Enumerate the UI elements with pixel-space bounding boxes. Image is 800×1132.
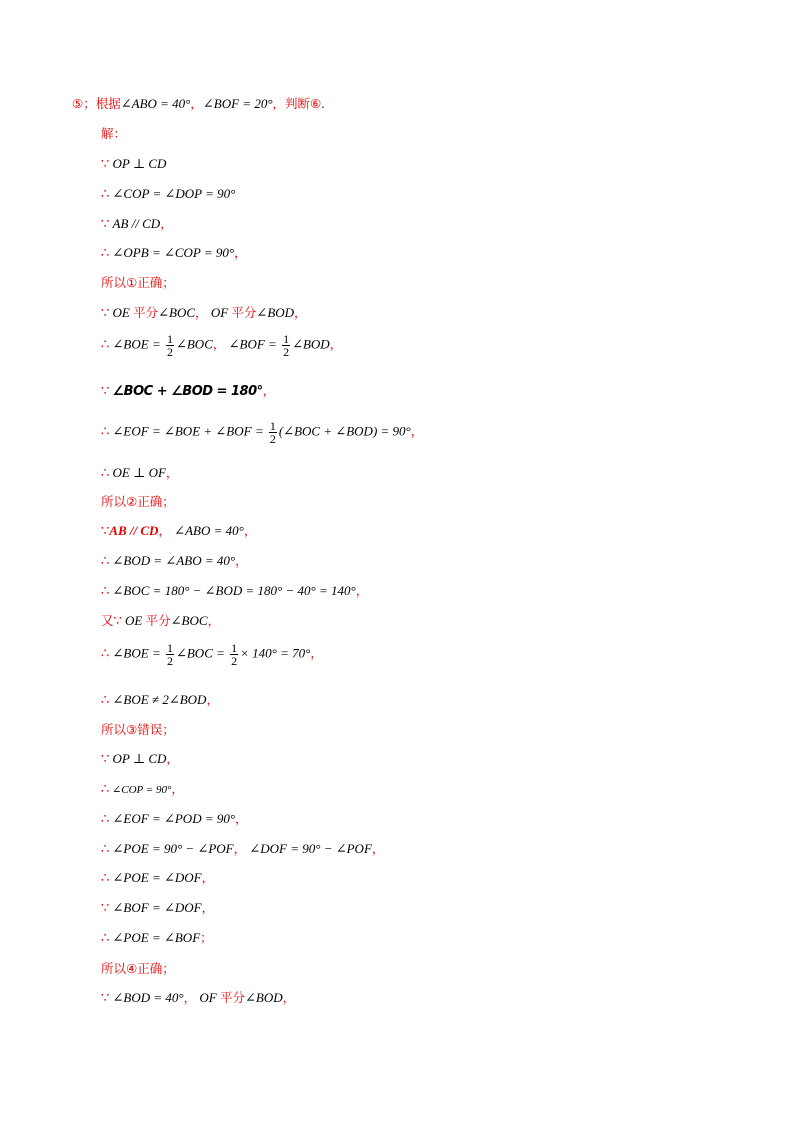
math: OP ⊥ CD bbox=[112, 751, 167, 766]
math: ∠ABO = 40° bbox=[174, 523, 244, 538]
conclusion: 所以①正确； bbox=[101, 275, 175, 290]
fraction: $\frac{1}{2}$ bbox=[166, 641, 173, 668]
period: . bbox=[321, 96, 325, 111]
problem-line bbox=[72, 96, 325, 112]
comma: ， bbox=[183, 990, 197, 1005]
conclusion: 所以④正确； bbox=[101, 961, 175, 976]
math: ∠BOD bbox=[292, 336, 330, 352]
fraction: $\frac{1}{2}$ bbox=[231, 641, 238, 668]
math: ∠BOD = 40° bbox=[112, 990, 184, 1005]
therefore-symbol: ∴ bbox=[101, 554, 110, 569]
math: ∠POE = ∠BOF bbox=[112, 930, 201, 945]
comma: ， bbox=[329, 336, 343, 352]
comma: ， bbox=[206, 692, 219, 707]
math: ∠BOE ≠ 2∠BOD bbox=[112, 692, 207, 707]
math: ∠BOC = bbox=[175, 645, 225, 661]
step-line bbox=[101, 523, 256, 540]
semicolon: ； bbox=[200, 930, 213, 945]
step-line bbox=[101, 613, 220, 630]
step-line bbox=[101, 245, 247, 262]
step-line bbox=[101, 841, 384, 858]
fraction: $\frac{1}{2}$ bbox=[283, 332, 290, 359]
comma: ， bbox=[160, 216, 173, 231]
math: ∠BOD = ∠ABO = 40° bbox=[112, 553, 236, 568]
step-line bbox=[101, 383, 275, 400]
math: ∠EOF = ∠POD = 90° bbox=[112, 811, 236, 826]
step-line bbox=[101, 583, 368, 600]
math: ∠BOF = ∠DOF bbox=[112, 900, 202, 915]
math: ∠BOF = bbox=[228, 336, 277, 352]
comma: ， bbox=[410, 423, 424, 439]
because-symbol: ∵ bbox=[101, 384, 110, 399]
step-line bbox=[101, 900, 214, 917]
text: 平分 bbox=[133, 305, 159, 320]
because-symbol: ∵ bbox=[101, 217, 110, 232]
comma: ， bbox=[282, 990, 296, 1005]
text: 又 bbox=[101, 613, 114, 628]
comma: ， bbox=[201, 870, 215, 885]
step-line bbox=[101, 692, 219, 709]
step-line bbox=[101, 156, 166, 173]
comma: ， bbox=[171, 781, 184, 796]
therefore-symbol: ∴ bbox=[101, 782, 110, 797]
comma: ， bbox=[355, 583, 369, 598]
solution-label: 解： bbox=[101, 126, 127, 141]
math: ∠DOF = 90° − ∠POF bbox=[249, 841, 372, 856]
math: OE bbox=[112, 305, 130, 320]
therefore-symbol: ∴ bbox=[101, 931, 110, 946]
comma: ， bbox=[243, 523, 257, 538]
step-line bbox=[101, 781, 184, 798]
math: ∠COP = 90° bbox=[112, 784, 172, 796]
comma: ， bbox=[233, 841, 247, 856]
step-line bbox=[101, 420, 423, 445]
therefore-symbol: ∴ bbox=[101, 871, 110, 886]
math: ∠COP = ∠DOP = 90° bbox=[112, 186, 236, 201]
comma: ， bbox=[235, 553, 248, 568]
because-symbol: ∵ bbox=[113, 614, 122, 629]
comma: ， bbox=[235, 811, 248, 826]
comma: ， bbox=[234, 245, 247, 260]
math: OE bbox=[125, 613, 143, 628]
comma: ， bbox=[212, 336, 226, 352]
math: ∠BOF = 20° bbox=[202, 96, 273, 111]
step-line bbox=[101, 553, 248, 570]
step-line bbox=[101, 930, 213, 947]
step-line bbox=[101, 465, 178, 482]
math: ∠EOF = ∠BOE + ∠BOF = bbox=[112, 423, 264, 439]
text: 平分 bbox=[219, 990, 245, 1005]
item-number: ⑤ bbox=[72, 96, 84, 111]
step-line bbox=[101, 305, 307, 322]
math: OF bbox=[210, 305, 229, 320]
text: 平分 bbox=[145, 613, 171, 628]
step-line bbox=[101, 811, 248, 828]
math: AB // CD bbox=[112, 216, 161, 231]
comma: ， bbox=[165, 465, 179, 480]
therefore-symbol: ∴ bbox=[101, 584, 110, 599]
therefore-symbol: ∴ bbox=[101, 246, 110, 261]
step-line bbox=[101, 870, 214, 887]
math: ∠BOD bbox=[256, 305, 295, 320]
math: OF bbox=[199, 990, 217, 1005]
math: OP ⊥ CD bbox=[112, 156, 167, 171]
step-line bbox=[101, 751, 179, 768]
math: ∠BOC bbox=[158, 305, 196, 320]
comma: ， bbox=[294, 305, 307, 320]
math: (∠BOC + ∠BOD) = 90° bbox=[278, 423, 411, 439]
step-line bbox=[101, 333, 342, 358]
conclusion: 所以③错误； bbox=[101, 722, 175, 737]
step-line bbox=[101, 186, 235, 203]
therefore-symbol: ∴ bbox=[101, 337, 110, 353]
text: ， bbox=[190, 96, 203, 111]
comma: ， bbox=[195, 305, 208, 320]
comma: ， bbox=[262, 383, 276, 398]
math: ∠ABO = 40° bbox=[120, 96, 191, 111]
text: ；根据 bbox=[83, 96, 121, 111]
because-symbol: ∵ bbox=[101, 901, 110, 916]
therefore-symbol: ∴ bbox=[101, 646, 110, 662]
comma: ， bbox=[166, 751, 179, 766]
math: ∠BOC = 180° − ∠BOD = 180° − 40° = 140° bbox=[112, 583, 356, 598]
fraction: $\frac{1}{2}$ bbox=[166, 332, 173, 359]
because-symbol: ∵ bbox=[101, 306, 110, 321]
because-symbol: ∵ bbox=[101, 752, 110, 767]
math: ∠POE = ∠DOF bbox=[112, 870, 202, 885]
math: ∠BOD bbox=[245, 990, 283, 1005]
comma: ， bbox=[207, 613, 221, 628]
because-symbol: ∵ bbox=[101, 524, 110, 539]
text: ，判断⑥ bbox=[272, 96, 322, 111]
comma: ， bbox=[310, 645, 323, 661]
math: ∠BOE = bbox=[112, 336, 161, 352]
math: AB // CD bbox=[109, 523, 159, 538]
math: × 140° = 70° bbox=[240, 645, 311, 661]
step-line bbox=[101, 642, 323, 667]
therefore-symbol: ∴ bbox=[101, 187, 110, 202]
because-symbol: ∵ bbox=[101, 991, 110, 1006]
comma: ， bbox=[371, 841, 385, 856]
fraction: $\frac{1}{2}$ bbox=[269, 419, 276, 446]
math: OE ⊥ OF bbox=[112, 465, 166, 480]
math: ∠BOC bbox=[170, 613, 208, 628]
comma: ， bbox=[158, 523, 171, 538]
because-symbol: ∵ bbox=[101, 157, 110, 172]
step-line bbox=[101, 990, 295, 1007]
conclusion: 所以②正确； bbox=[101, 494, 175, 509]
text: 平分 bbox=[231, 305, 257, 320]
therefore-symbol: ∴ bbox=[101, 466, 110, 481]
math: ∠BOC + ∠BOD = 180° bbox=[112, 384, 263, 399]
step-line bbox=[101, 216, 173, 233]
math: ∠BOE = bbox=[112, 645, 161, 661]
therefore-symbol: ∴ bbox=[101, 693, 110, 708]
therefore-symbol: ∴ bbox=[101, 842, 110, 857]
therefore-symbol: ∴ bbox=[101, 424, 110, 440]
therefore-symbol: ∴ bbox=[101, 812, 110, 827]
math: ∠OPB = ∠COP = 90° bbox=[112, 245, 235, 260]
math: ∠POE = 90° − ∠POF bbox=[112, 841, 234, 856]
math: ∠BOC bbox=[175, 336, 213, 352]
comma: ， bbox=[201, 900, 215, 915]
